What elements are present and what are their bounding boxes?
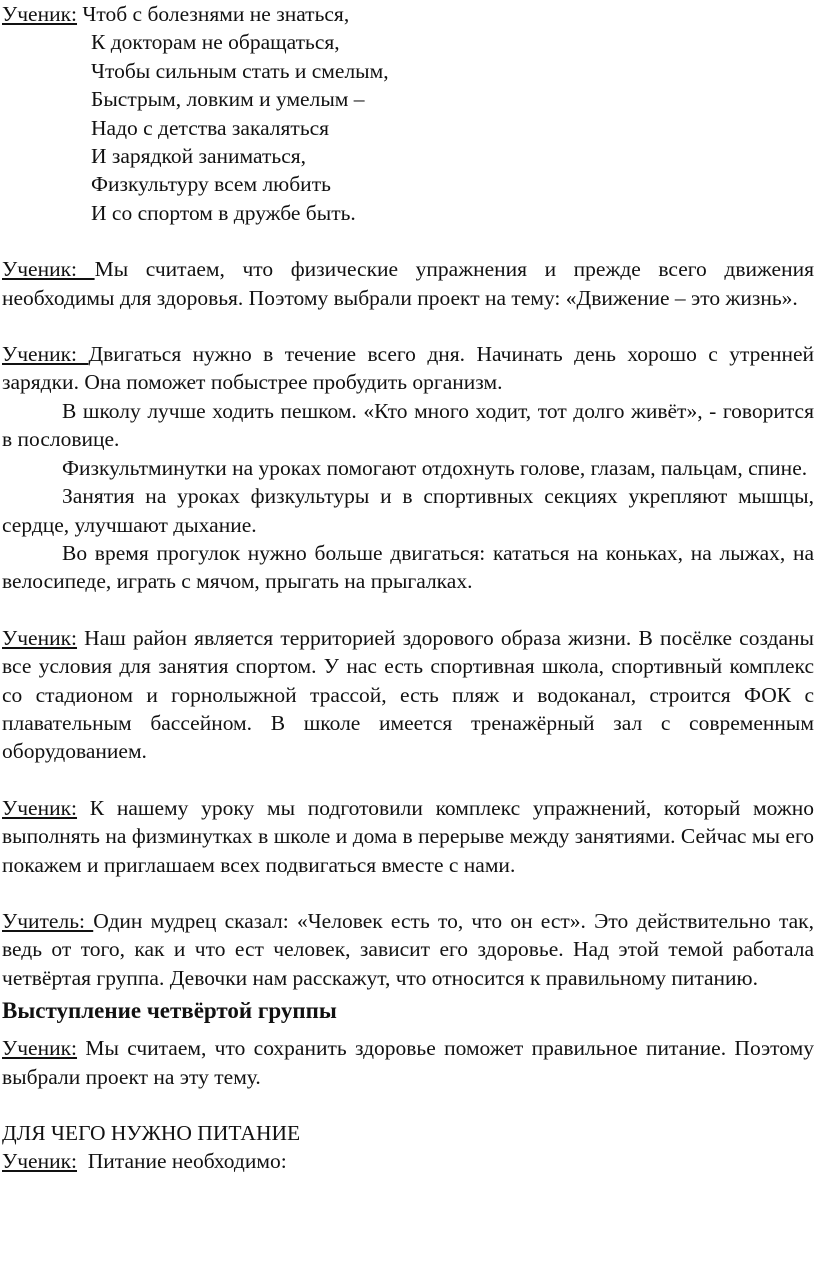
caps-title: ДЛЯ ЧЕГО НУЖНО ПИТАНИЕ bbox=[2, 1121, 301, 1145]
speaker-label: Ученик: bbox=[2, 342, 89, 367]
paragraph-text: Питание необходимо: bbox=[77, 1149, 287, 1174]
paragraph-exercise-breaks: Физкультминутки на уроках помогают отдохнуть голове, глазам, пальцам, спине. bbox=[62, 455, 808, 480]
paragraph-walking: В школу лучше ходить пешком. «Кто много ходит, тот долго живёт», - говорится в пословице. bbox=[2, 398, 814, 452]
poem-line-4: Быстрым, ловким и умелым – bbox=[91, 87, 365, 112]
spacer bbox=[2, 227, 814, 255]
paragraph-text: К нашему уроку мы подготовили комплекс упражнений, который можно выполнять на физминутках в школе и дома в перерыве между занятиями. Сейчас мы его покажем и приглашаем всех подвигаться вместе с нами. bbox=[2, 795, 814, 877]
paragraph-daily-movement bbox=[2, 340, 814, 397]
poem-line-5: Надо с детства закаляться bbox=[91, 115, 330, 140]
paragraph-text: Мы считаем, что физические упражнения и прежде всего движения необходимы для здоровья. Поэтому выбрали проект на тему: «Движение – это жизнь». bbox=[2, 257, 814, 310]
paragraph-movement-intro bbox=[2, 255, 814, 312]
spacer bbox=[2, 1091, 814, 1119]
poem-line-8: И со спортом в дружбе быть. bbox=[91, 200, 356, 225]
paragraph-exercise-complex bbox=[2, 794, 814, 879]
speaker-label: Ученик: bbox=[2, 1149, 78, 1174]
paragraph-text: Наш район является территорией здорового образа жизни. В посёлке созданы все условия для занятия спортом. У нас есть спортивная школа, спортивный комплекс со стадионом и горнолыжной трассой, есть пляж и водоканал, строится ФОК с плавательным бассейном. В школе имеется тренажёрный зал с современным оборудованием. bbox=[2, 625, 814, 764]
speaker-label: Ученик: bbox=[2, 795, 78, 820]
speaker-label: Ученик: bbox=[2, 2, 78, 26]
spacer bbox=[2, 766, 814, 794]
paragraph-walks: Во время прогулок нужно больше двигаться: кататься на коньках, на лыжах, на велосипеде, играть с мячом, прыгать на прыгалках. bbox=[2, 540, 814, 594]
poem-line-1 bbox=[2, 0, 814, 28]
spacer bbox=[2, 879, 814, 907]
paragraph-text: Мы считаем, что сохранить здоровье поможет правильное питание. Поэтому выбрали проект на эту тему. bbox=[2, 1036, 814, 1089]
paragraph-pe-lessons: Занятия на уроках физкультуры и в спортивных секциях укрепляют мышцы, сердце, улучшают дыхание. bbox=[2, 484, 814, 537]
speaker-label: Ученик: bbox=[2, 257, 95, 282]
spacer bbox=[2, 596, 814, 624]
poem-line-text: Чтоб с болезнями не знаться, bbox=[77, 2, 350, 26]
paragraph-nutrition-project bbox=[2, 1034, 814, 1091]
paragraph-nutrition-needed bbox=[2, 1147, 814, 1175]
paragraph-text: Один мудрец сказал: «Человек есть то, что он ест». Это действительно так, ведь от того, как и что ест человек, зависит его здоровье. Над этой темой работала четвёртая группа. Девочки нам расскажут, что относится к правильному питанию. bbox=[2, 908, 814, 990]
poem-line-7: Физкультуру всем любить bbox=[91, 172, 331, 197]
paragraph-teacher-nutrition bbox=[2, 907, 814, 992]
section-heading: Выступление четвёртой группы bbox=[2, 998, 337, 1024]
speaker-label: Ученик: bbox=[2, 625, 78, 650]
spacer bbox=[2, 312, 814, 340]
speaker-label: Учитель: bbox=[2, 908, 94, 933]
poem-line-2: К докторам не обращаться, bbox=[91, 30, 340, 55]
speaker-label: Ученик: bbox=[2, 1036, 78, 1061]
poem-line-6: И зарядкой заниматься, bbox=[91, 144, 306, 169]
poem-line-3: Чтобы сильным стать и смелым, bbox=[91, 58, 389, 83]
paragraph-text: Двигаться нужно в течение всего дня. Начинать день хорошо с утренней зарядки. Она поможет побыстрее пробудить организм. bbox=[2, 342, 814, 395]
paragraph-district bbox=[2, 624, 814, 766]
poem-block bbox=[2, 0, 814, 227]
